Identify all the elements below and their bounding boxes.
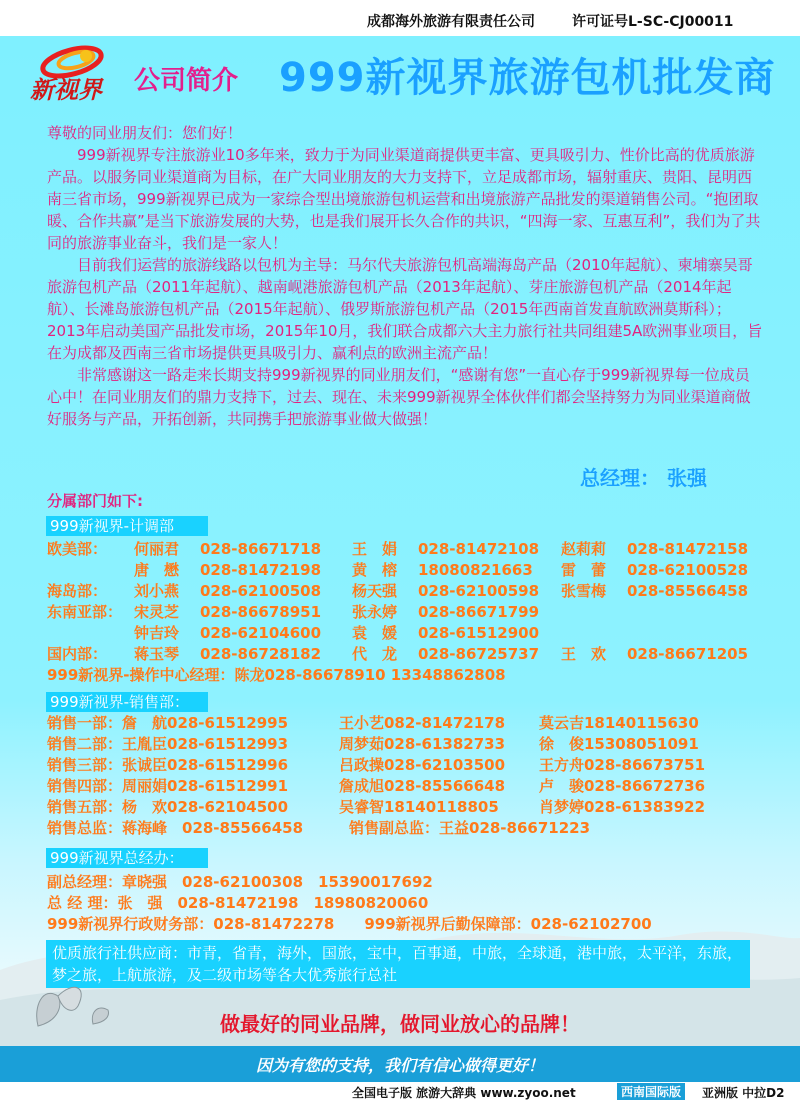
top-bar [0,0,800,36]
contact-entry: 销售五部：杨 欢028-62104500 [47,798,289,816]
general-manager: 总经理： 张强 [580,466,707,490]
contact-entry: 莫云吉18140115630 [539,714,699,732]
footer-left: 全国电子版 旅游大辞典 www.zyoo.net [352,1086,576,1100]
contact-phone: 028-62100528 [627,561,749,579]
greeting: 尊敬的同业朋友们：您们好！ [47,124,243,142]
footer-right: 亚洲版 中拉D2 [702,1086,785,1100]
dept-label: 东南亚部： [47,603,123,621]
contact-phone: 028-85566458 [627,582,749,600]
intro-label: 公司简介 [134,66,239,96]
contact-name: 唐 懋 [134,561,180,579]
contact-entry: 销售三部：张诚臣028-61512996 [47,756,289,774]
contact-phone: 028-86671205 [627,645,749,663]
logo-text: 新视界 [30,75,102,104]
contact-name: 王 娟 [352,540,398,558]
contact-name: 雷 蕾 [561,561,607,579]
contact-entry: 销售总监：蒋海峰 028-85566458 [47,819,304,837]
contact-entry: 总 经 理：张 强 028-81472198 18980820060 [47,894,429,912]
contact-phone: 18080821663 [418,561,533,579]
contact-entry: 王方舟028-86673751 [539,756,706,774]
contact-name: 宋灵芝 [134,603,180,621]
footer [0,1082,800,1100]
contact-name: 何丽君 [134,540,180,558]
contact-entry: 销售副总监：王益028-86671223 [349,819,591,837]
license-number: 许可证号L-SC-CJ00011 [572,14,734,30]
contact-phone: 028-86728182 [200,645,322,663]
footer-badge: 西南国际版 [617,1083,685,1100]
contact-phone: 028-81472198 [200,561,322,579]
contact-phone: 028-81472158 [627,540,749,558]
contact-entry: 999新视界行政财务部：028-81472278 999新视界后勤保障部：028-62102700 [47,915,652,933]
contact-name: 张永婷 [352,603,398,621]
contact-entry: 副总经理：章晓强 028-62100308 15390017692 [47,873,433,891]
supplier-box: 优质旅行社供应商：市青，省青，海外，国旅，宝中，百事通，中旅，全球通，港中旅，太平洋，东旅，梦之旅，上航旅游，及二级市场等各大优秀旅行总社 [46,940,750,988]
page-title: 999新视界旅游包机批发商 [279,55,776,101]
contact-entry: 吴睿智18140118805 [339,798,499,816]
contact-name: 杨天强 [352,582,398,600]
contact-entry: 詹成旭028-85566648 [339,777,506,795]
contact-phone: 028-86725737 [418,645,540,663]
contact-entry: 王小艺082-81472178 [339,714,506,732]
dept-label: 国内部： [47,645,108,663]
contact-phone: 028-86671799 [418,603,540,621]
contact-name: 袁 媛 [352,624,398,642]
contact-name: 黄 榕 [352,561,398,579]
contact-phone: 028-86678951 [200,603,322,621]
paragraph-3: 非常感谢这一路走来长期支持999新视界的同业朋友们，“感谢有您”一直心存于999新视界每一位成员心中！在同业朋友们的鼎力支持下，过去、现在、未来999新视界全体伙伴们都会坚持努力为同业渠道商做好服务与产品，开拓创新，共同携手把旅游事业做大做强！ [47,366,751,428]
contact-name: 张雪梅 [561,582,607,600]
contact-name: 钟吉玲 [134,624,180,642]
contact-name: 蒋玉琴 [134,645,180,663]
contact-entry: 徐 俊15308051091 [539,735,699,753]
section-bar-office: 999新视界总经办： [46,848,208,868]
slogan: 做最好的同业品牌，做同业放心的品牌！ [220,1012,580,1036]
contact-entry: 销售四部：周丽娟028-61512991 [47,777,289,795]
tagline-band [0,1046,800,1082]
contact-name: 赵莉莉 [561,540,607,558]
tagline: 因为有您的支持，我们有信心做得更好！ [255,1056,544,1075]
dept-label: 欧美部： [47,540,108,558]
contact-phone: 028-62100508 [200,582,322,600]
contact-name: 刘小燕 [134,582,180,600]
ops-manager: 999新视界-操作中心经理：陈龙028-86678910 13348862808 [47,666,506,684]
departments-title: 分属部门如下: [47,492,143,510]
letter-body [47,122,763,430]
contact-entry: 吕政操028-62103500 [339,756,506,774]
contact-entry: 周梦茹028-61382733 [339,735,506,753]
contact-phone: 028-81472108 [418,540,540,558]
contact-phone: 028-86671718 [200,540,322,558]
contact-entry: 卢 骏028-86672736 [539,777,706,795]
contact-phone: 028-62100598 [418,582,540,600]
contact-name: 王 欢 [561,645,607,663]
dept-label: 海岛部： [47,582,108,600]
contact-name: 代 龙 [352,645,398,663]
section-bar-planning: 999新视界-计调部 [46,516,208,536]
contact-entry: 销售一部：詹 航028-61512995 [47,714,289,732]
section-bar-sales: 999新视界-销售部： [46,692,208,712]
contact-phone: 028-62104600 [200,624,322,642]
contact-phone: 028-61512900 [418,624,540,642]
paragraph-1: 999新视界专注旅游业10多年来，致力于为同业渠道商提供更丰富、更具吸引力、性价比高的优质旅游产品。以服务同业渠道商为目标，在广大同业朋友的大力支持下，立足成都市场，辐射重庆、贵阳、昆明西南三省市场，999新视界已成为一家综合型出境旅游包机运营和出境旅游产品批发的渠道销售公司。“抱团取暖、合作共赢”是当下旅游发展的大势，也是我们展开长久合作的共识，“四海一家、互惠互利”，我们为了共同的旅游事业奋斗，我们是一家人！ [47,146,761,252]
contact-entry: 肖梦婷028-61383922 [539,798,706,816]
paragraph-2: 目前我们运营的旅游线路以包机为主导：马尔代夫旅游包机高端海岛产品（2010年起航）、柬埔寨吴哥旅游包机产品（2011年起航）、越南岘港旅游包机产品（2013年起航）、芽庄旅游包机产品（2014年起航）、长滩岛旅游包机产品（2015年起航）、俄罗斯旅游包机产品（2015年西南首发直航欧洲莫斯科）；2013年启动美国产品批发市场，2015年10月，我们联合成都六大主力旅行社共同组建5A欧洲事业项目，旨在为成都及西南三省市场提供更具吸引力、赢利点的欧洲主流产品！ [47,256,763,362]
contact-entry: 销售二部：王胤臣028-61512993 [47,735,289,753]
company-name: 成都海外旅游有限责任公司 [367,14,535,30]
